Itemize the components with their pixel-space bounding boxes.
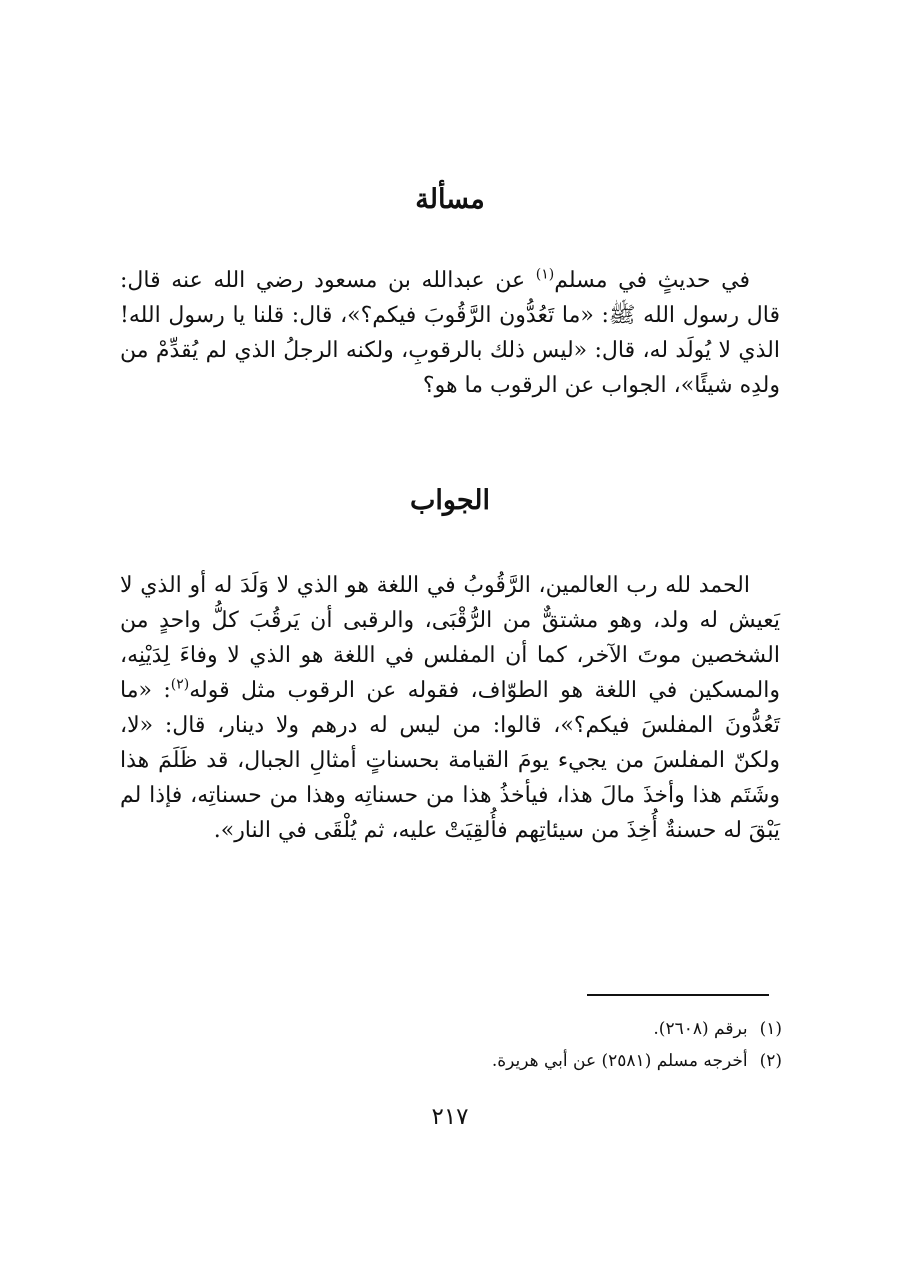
question-text-start: في حديثٍ في مسلم: [554, 268, 750, 293]
footnote-number: (١): [759, 1019, 782, 1039]
answer-text-end: : «ما تَعُدُّونَ المفلسَ فيكم؟»، قالوا: من ليس له درهم ولا دينار، قال: «لا، ولكنّ المفلسَ من يجيء يومَ القيامة بحسناتٍ أمثالِ الجبال، قد ظَلَمَ هذا وشَتَم هذا وأخذَ مالَ هذا، فيأخذُ هذا من حسناتِه وهذا من حسناتِه، فإذا لم يَبْقَ له حسنةٌ أُخِذَ من سيئاتِهم فأُلقِيَتْ عليه، ثم يُلْقَى في النار».: [120, 678, 780, 843]
footnote-text: أخرجه مسلم (٢٥٨١) عن أبي هريرة.: [491, 1051, 748, 1071]
footnote-ref-2[interactable]: (٢): [170, 676, 190, 693]
footnotes-list: [120, 1013, 782, 1077]
question-paragraph: [120, 263, 780, 403]
footnote-divider: [587, 994, 769, 996]
page-number: ٢١٧: [431, 1104, 469, 1130]
footnote-number: (٢): [759, 1051, 782, 1071]
question-text-end: عن عبدالله بن مسعود رضي الله عنه قال: قال رسول الله ﷺ: «ما تَعُدُّون الرَّقُوبَ فيكم؟»، قال: قلنا يا رسول الله! الذي لا يُولَد له، قال: «ليس ذلك بالرقوبِ، ولكنه الرجلُ الذي لم يُقدِّمْ من ولدِه شيئًا»، الجواب عن الرقوب ما هو؟: [120, 268, 780, 398]
footnote-text: برقم (٢٦٠٨).: [653, 1019, 748, 1039]
footnote-ref-1[interactable]: (١): [535, 266, 555, 283]
answer-paragraph: [120, 568, 780, 848]
footnote-item: [120, 1045, 782, 1077]
answer-heading: الجواب: [409, 485, 491, 516]
footnote-item: [120, 1013, 782, 1045]
question-heading: مسألة: [415, 184, 485, 215]
answer-text-start: الحمد لله رب العالمين، الرَّقُوبُ في اللغة هو الذي لا وَلَدَ له أو الذي لا يَعيش له ولد، وهو مشتقٌّ من الرُّقْبَى، والرقبى أن يَرقُبَ كلُّ واحدٍ من الشخصين موتَ الآخر، كما أن المفلس في اللغة هو الذي لا وفاءَ لِدَيْنِه، والمسكين في اللغة هو الطوّاف، فقوله عن الرقوب مثل قوله: [120, 573, 780, 703]
